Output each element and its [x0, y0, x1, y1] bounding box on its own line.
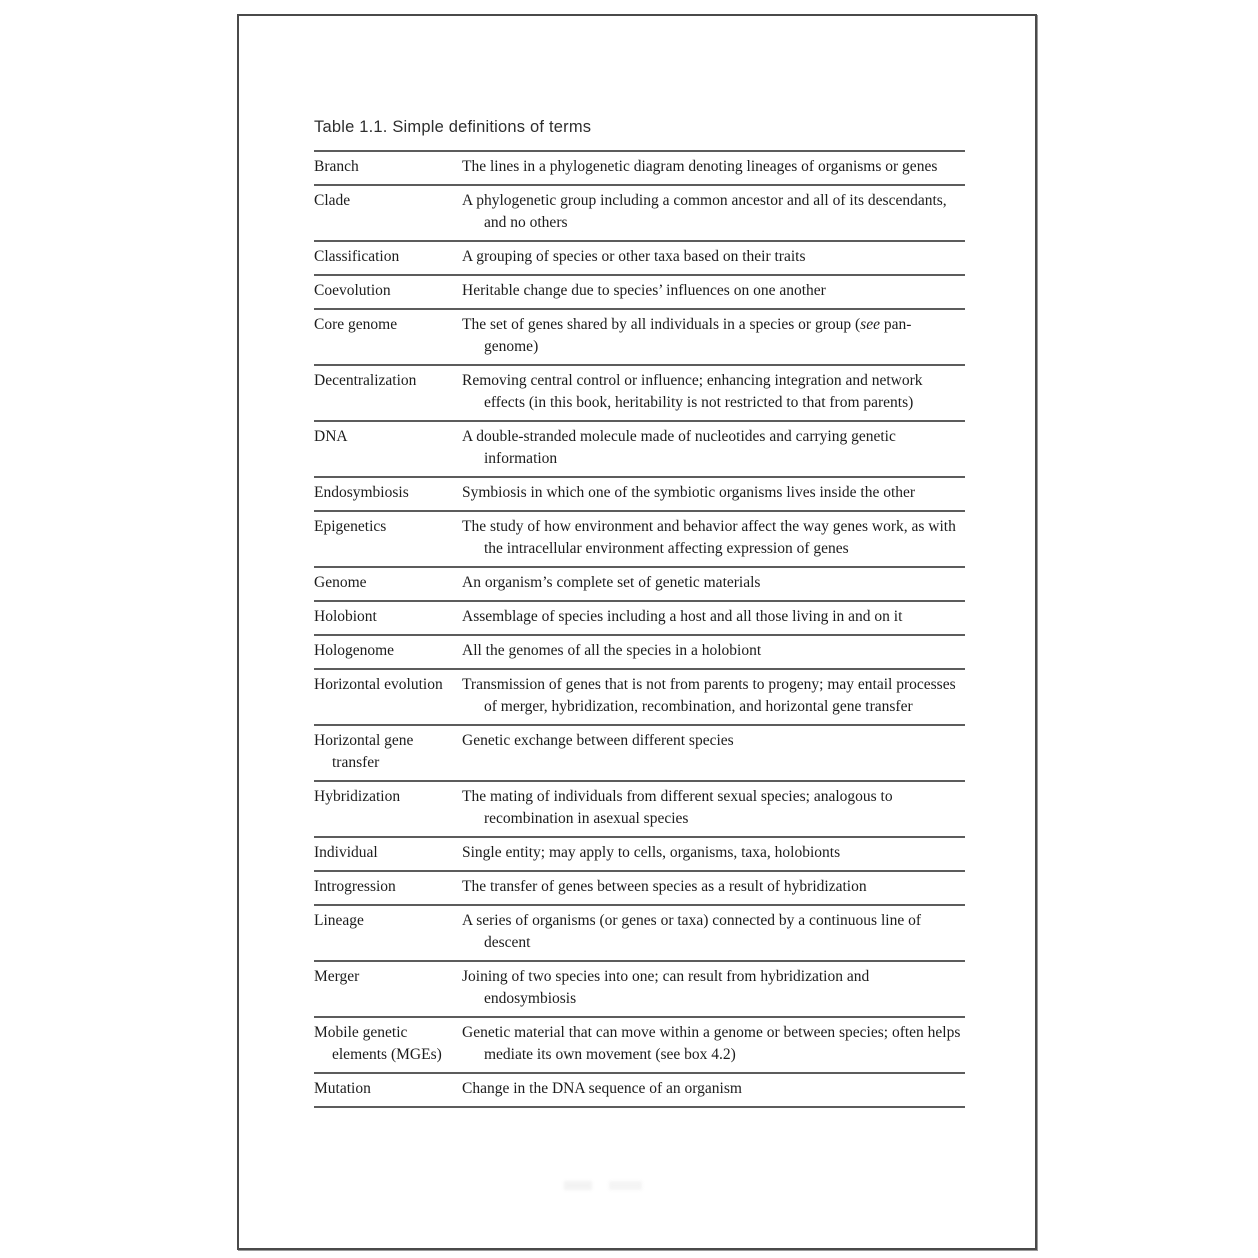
table-row [314, 420, 965, 476]
bleed-through-mark [564, 1181, 659, 1190]
definition-cell: The transfer of genes between species as a result of hybridization [462, 878, 867, 895]
definition-cell: Transmission of genes that is not from parents to progeny; may entail processes of merger, hybridization, recombination, and horizontal gene transfer [462, 676, 956, 715]
definition-cell: Change in the DNA sequence of an organism [462, 1080, 742, 1097]
definition-cell: The set of genes shared by all individuals in a species or group (see pan-genome) [462, 316, 912, 355]
table-row [314, 274, 965, 308]
definition-cell: The study of how environment and behavior affect the way genes work, as with the intracellular environment affecting expression of genes [462, 518, 956, 557]
term-cell: Genome [314, 574, 367, 591]
definition-cell: Removing central control or influence; enhancing integration and network effects (in this book, heritability is not restricted to that from parents) [462, 372, 923, 411]
table-row [314, 960, 965, 1016]
table-row [314, 600, 965, 634]
definition-cell: A series of organisms (or genes or taxa) connected by a continuous line of descent [462, 912, 921, 951]
definition-cell: The lines in a phylogenetic diagram denoting lineages of organisms or genes [462, 158, 938, 175]
table-row [314, 1016, 965, 1072]
definition-cell: Assemblage of species including a host and all those living in and on it [462, 608, 903, 625]
term-cell: Decentralization [314, 372, 417, 389]
term-cell: DNA [314, 428, 348, 445]
book-page [237, 14, 1037, 1250]
definition-cell: An organism’s complete set of genetic materials [462, 574, 761, 591]
table-row [314, 1072, 965, 1106]
definition-cell: Symbiosis in which one of the symbiotic organisms lives inside the other [462, 484, 916, 501]
term-cell: Hologenome [314, 642, 395, 659]
term-cell: Core genome [314, 316, 398, 333]
table-row [314, 724, 965, 780]
term-cell: Epigenetics [314, 518, 387, 535]
term-cell: Hybridization [314, 788, 401, 805]
term-cell: Individual [314, 844, 378, 861]
table-row [314, 634, 965, 668]
definition-cell: The mating of individuals from different sexual species; analogous to recombination in asexual species [462, 788, 893, 827]
term-cell: Branch [314, 158, 359, 175]
definition-cell: Genetic exchange between different species [462, 732, 734, 749]
definitions-table [314, 150, 965, 1108]
term-cell: Merger [314, 968, 360, 985]
term-cell: Horizontal evolution [314, 676, 443, 693]
table-row [314, 780, 965, 836]
term-cell: Endosymbiosis [314, 484, 409, 501]
term-cell: Mutation [314, 1080, 371, 1097]
definition-cell: A phylogenetic group including a common ancestor and all of its descendants, and no others [462, 192, 947, 231]
term-cell: Horizontal gene transfer [314, 732, 414, 771]
table-row [314, 904, 965, 960]
definition-cell: Genetic material that can move within a genome or between species; often helps mediate its own movement (see box 4.2) [462, 1024, 961, 1063]
term-cell: Holobiont [314, 608, 377, 625]
table-row [314, 364, 965, 420]
table-row [314, 184, 965, 240]
table-row [314, 476, 965, 510]
table-row [314, 240, 965, 274]
definition-cell: Single entity; may apply to cells, organisms, taxa, holobionts [462, 844, 841, 861]
table-row [314, 870, 965, 904]
table-row [314, 668, 965, 724]
definition-cell: A double-stranded molecule made of nucleotides and carrying genetic information [462, 428, 896, 467]
term-cell: Classification [314, 248, 400, 265]
definition-cell: All the genomes of all the species in a holobiont [462, 642, 762, 659]
definition-cell: Joining of two species into one; can result from hybridization and endosymbiosis [462, 968, 870, 1007]
table-row [314, 308, 965, 364]
page-content [314, 16, 965, 1108]
table-row [314, 836, 965, 870]
table-row [314, 566, 965, 600]
table-caption: Table 1.1. Simple definitions of terms [314, 118, 592, 136]
term-cell: Mobile genetic elements (MGEs) [314, 1024, 442, 1063]
term-cell: Coevolution [314, 282, 391, 299]
definition-cell: Heritable change due to species’ influences on one another [462, 282, 826, 299]
table-row [314, 510, 965, 566]
table-row [314, 150, 965, 184]
term-cell: Introgression [314, 878, 396, 895]
term-cell: Clade [314, 192, 351, 209]
definition-cell: A grouping of species or other taxa based on their traits [462, 248, 806, 265]
term-cell: Lineage [314, 912, 364, 929]
